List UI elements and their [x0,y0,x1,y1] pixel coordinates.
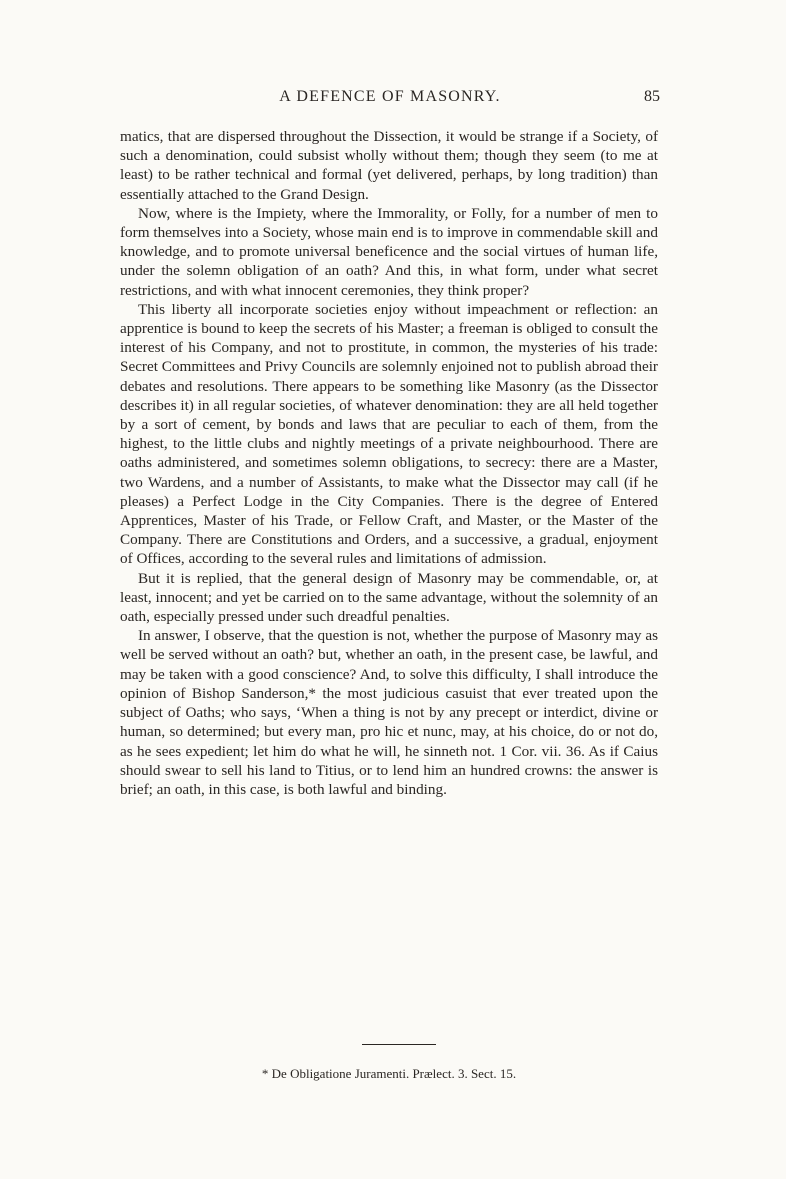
footnote-rule [362,1044,436,1045]
footnote: * De Obligatione Juramenti. Prælect. 3. Sect. 15. [261,1066,517,1081]
body-text [120,127,658,799]
page-number: 85 [644,88,660,105]
paragraph: This liberty all incorporate societies enjoy without impeachment or reflection: an apprentice is bound to keep the secrets of his Master; a freeman is obliged to consult the interest of his Company, and not to prostitute, in common, the mysteries of his trade: Secret Committees and Privy Councils are solemnly enjoined not to publish abroad their debates and resolutions. There appears to be something like Masonry (as the Dissector describes it) in all regular societies, of whatever denomination: they are all held together by a sort of cement, by bonds and laws that are peculiar to each of them, from the highest, to the little clubs and nightly meetings of a private neighbourhood. There are oaths administered, and sometimes solemn obligations, to secrecy: there are a Master, two Wardens, and a number of Assistants, to make what the Dissector may call (if he pleases) a Perfect Lodge in the City Companies. There is the degree of Entered Apprentices, Master of his Trade, or Fellow Craft, and Master, or the Master of the Company. There are Constitutions and Orders, and a successive, a gradual, enjoyment of Offices, according to the several rules and limitations of admission. [120,300,658,568]
page-header [120,86,660,110]
paragraph: Now, where is the Impiety, where the Immorality, or Folly, for a number of men to form themselves into a Society, whose main end is to improve in commendable skill and knowledge, and to promote universal beneficence and the social virtues of human life, under the solemn obligation of an oath? And this, in what form, under what secret restrictions, and with what innocent ceremonies, they think proper? [120,204,658,299]
paragraph: But it is replied, that the general design of Masonry may be commendable, or, at least, innocent; and yet be carried on to the same advantage, without the solemnity of an oath, especially pressed under such dreadful penalties. [120,569,658,626]
running-head: A DEFENCE OF MASONRY. [279,88,501,105]
paragraph: matics, that are dispersed throughout the Dissection, it would be strange if a Society, of such a denomination, could subsist wholly without them; though they seem (to me at least) to be rather technical and formal (yet delivered, perhaps, by long tradition) than essentially attached to the Grand Design. [120,128,658,203]
paragraph: In answer, I observe, that the question is not, whether the purpose of Masonry may as well be served without an oath? but, whether an oath, in the present case, be lawful, and may be taken with a good conscience? And, to solve this difficulty, I shall introduce the opinion of Bishop Sanderson,* the most judicious casuist that ever treated upon the subject of Oaths; who says, ‘When a thing is not by any precept or interdict, divine or human, so determined; but every man, pro hic et nunc, may, at his choice, do or not do, as he sees expedient; let him do what he will, he sinneth not. 1 Cor. vii. 36. As if Caius should swear to sell his land to Titius, or to lend him an hundred crowns: the answer is brief; an oath, in this case, is both lawful and binding. [120,627,658,798]
